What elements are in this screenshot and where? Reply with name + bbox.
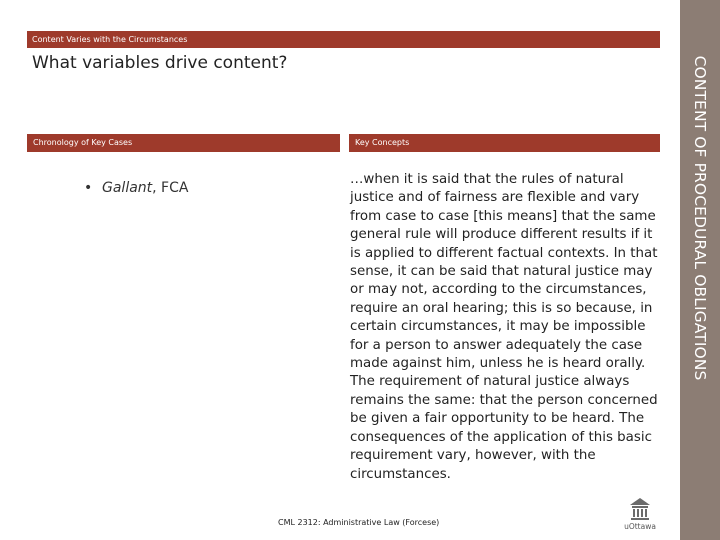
bullet-icon: •	[84, 180, 93, 196]
logo-wordmark: uOttawa	[624, 522, 656, 531]
slide-title: What variables drive content?	[32, 53, 288, 73]
university-building-icon	[623, 495, 657, 522]
section-header: Content Varies with the Circumstances	[27, 31, 660, 48]
footer-course-label: CML 2312: Administrative Law (Forcese)	[278, 518, 440, 527]
uottawa-logo	[623, 495, 657, 533]
case-name: Gallant	[102, 180, 153, 196]
side-title: CONTENT OF PROCEDURAL OBLIGATIONS	[691, 55, 709, 381]
column-header-key-concepts: Key Concepts	[349, 134, 660, 152]
case-court: , FCA	[152, 180, 189, 196]
key-concept-quote: …when it is said that the rules of natural justice and of fairness are flexible and vary from case to case [this means] that the same general rule will produce different results if it is applied to different factual contexts. In that sense, it can be said that natural justice may or may not, according to the circumstances, require an oral hearing; this is so because, in certain circumstances, it may be impossible for a person to answer adequately the case made against him, unless he is heard orally. The requirement of natural justice always remains the same: that the person concerned be given a fair opportunity to be heard. The consequences of the application of this basic requirement vary, however, with the circumstances.	[350, 172, 658, 482]
case-list-item	[84, 180, 188, 196]
column-header-chronology: Chronology of Key Cases	[27, 134, 340, 152]
